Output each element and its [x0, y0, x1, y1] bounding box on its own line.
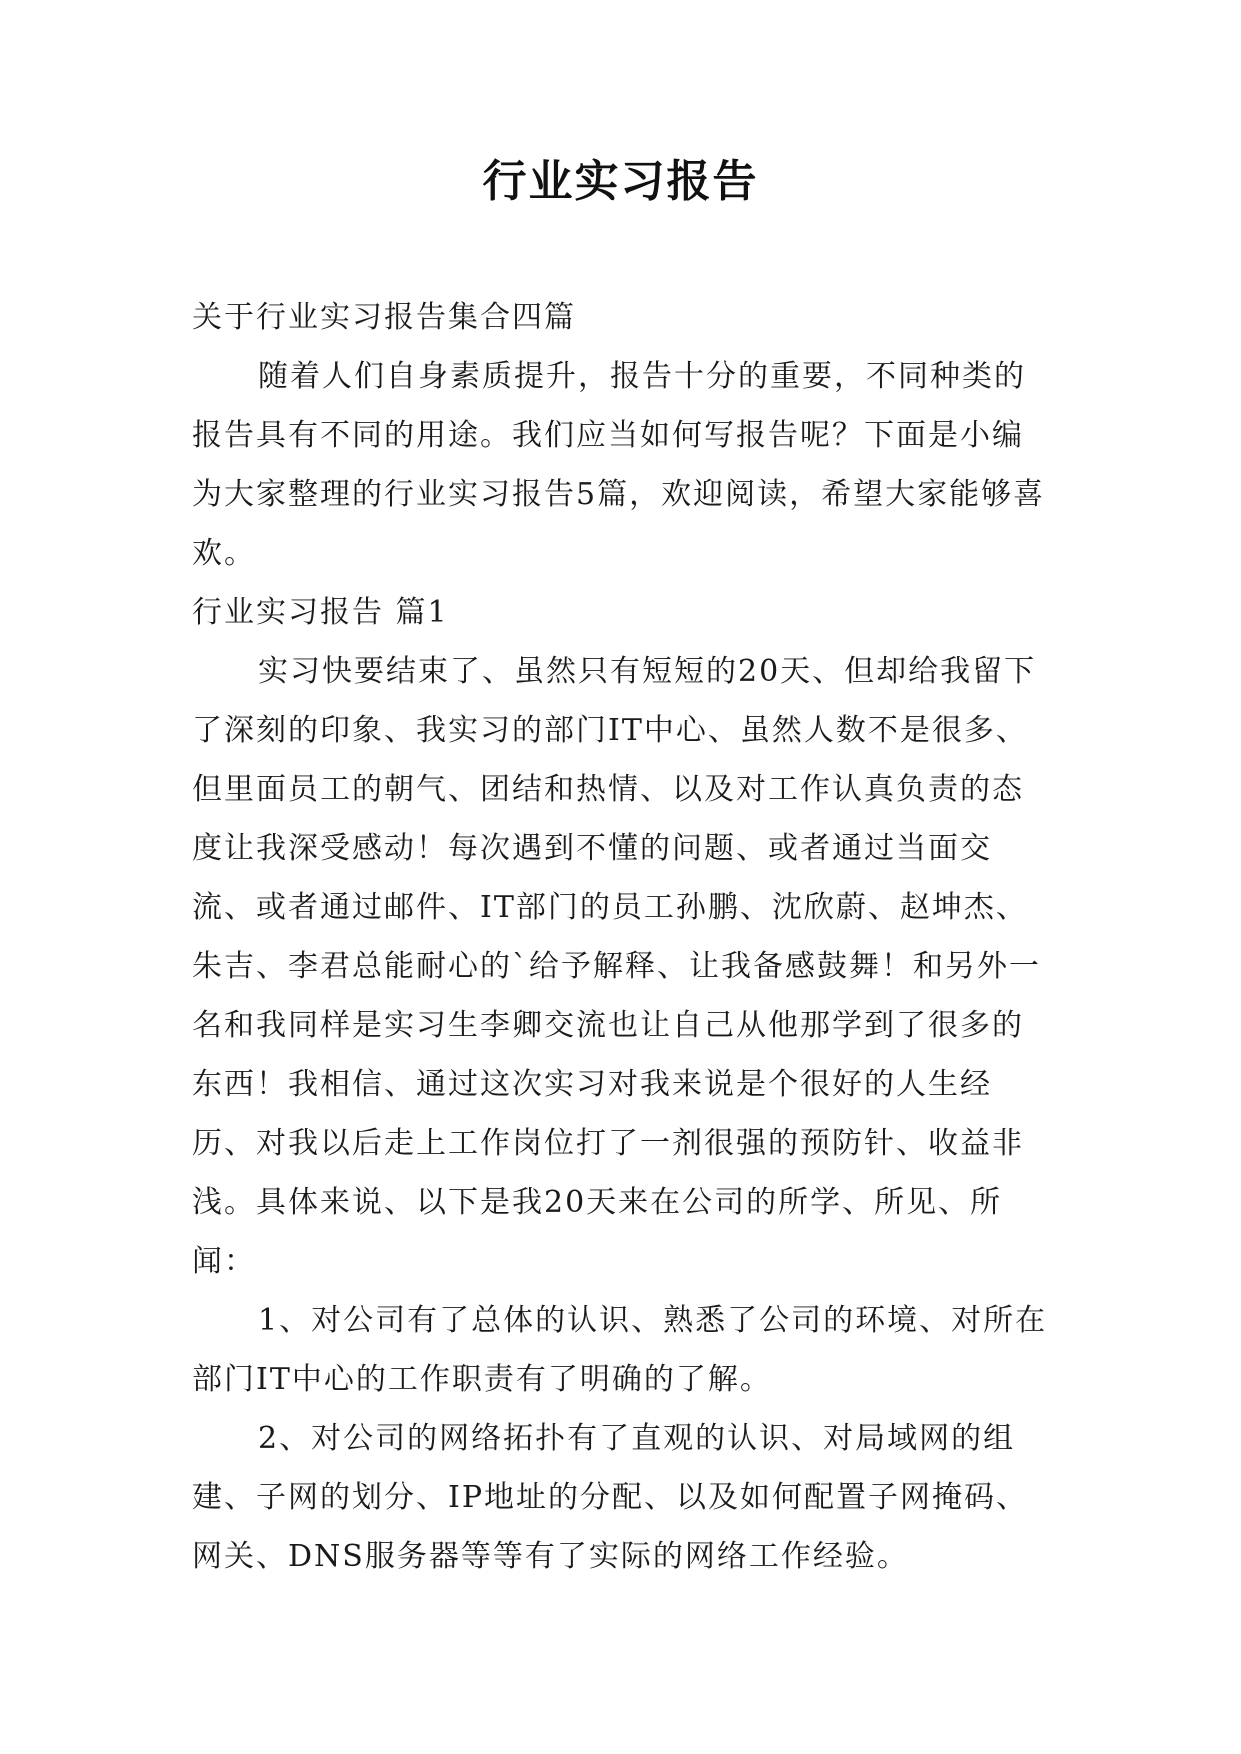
document-title: 行业实习报告: [482, 156, 759, 207]
section-heading: 行业实习报告 篇1: [192, 595, 449, 630]
list-item: 2、对公司的网络拓扑有了直观的认识、对局域网的组建、子网的划分、IP地址的分配、以及如何配置子网掩码、网关、DNS服务器等等有了实际的网络工作经验。: [192, 1421, 1029, 1574]
document-subtitle: 关于行业实习报告集合四篇: [192, 300, 576, 335]
body-paragraph: 实习快要结束了、虽然只有短短的20天、但却给我留下了深刻的印象、我实习的部门IT中心、虽然人数不是很多、但里面员工的朝气、团结和热情、以及对工作认真负责的态度让我深受感动！每次遇到不懂的问题、或者通过当面交流、或者通过邮件、IT部门的员工孙鹏、沈欣蔚、赵坤杰、朱吉、李君总能耐心的`给予解释、让我备感鼓舞！和另外一名和我同样是实习生李卿交流也让自己从他那学到了很多的东西！我相信、通过这次实习对我来说是个很好的人生经历、对我以后走上工作岗位打了一剂很强的预防针、收益非浅。具体来说、以下是我20天来在公司的所学、所见、所闻：: [192, 654, 1041, 1279]
document-body: [192, 288, 1050, 1586]
list-item: 1、对公司有了总体的认识、熟悉了公司的环境、对所在部门IT中心的工作职责有了明确的了解。: [192, 1303, 1048, 1397]
intro-paragraph: 随着人们自身素质提升，报告十分的重要，不同种类的报告具有不同的用途。我们应当如何写报告呢？下面是小编为大家整理的行业实习报告5篇，欢迎阅读，希望大家能够喜欢。: [192, 359, 1046, 571]
